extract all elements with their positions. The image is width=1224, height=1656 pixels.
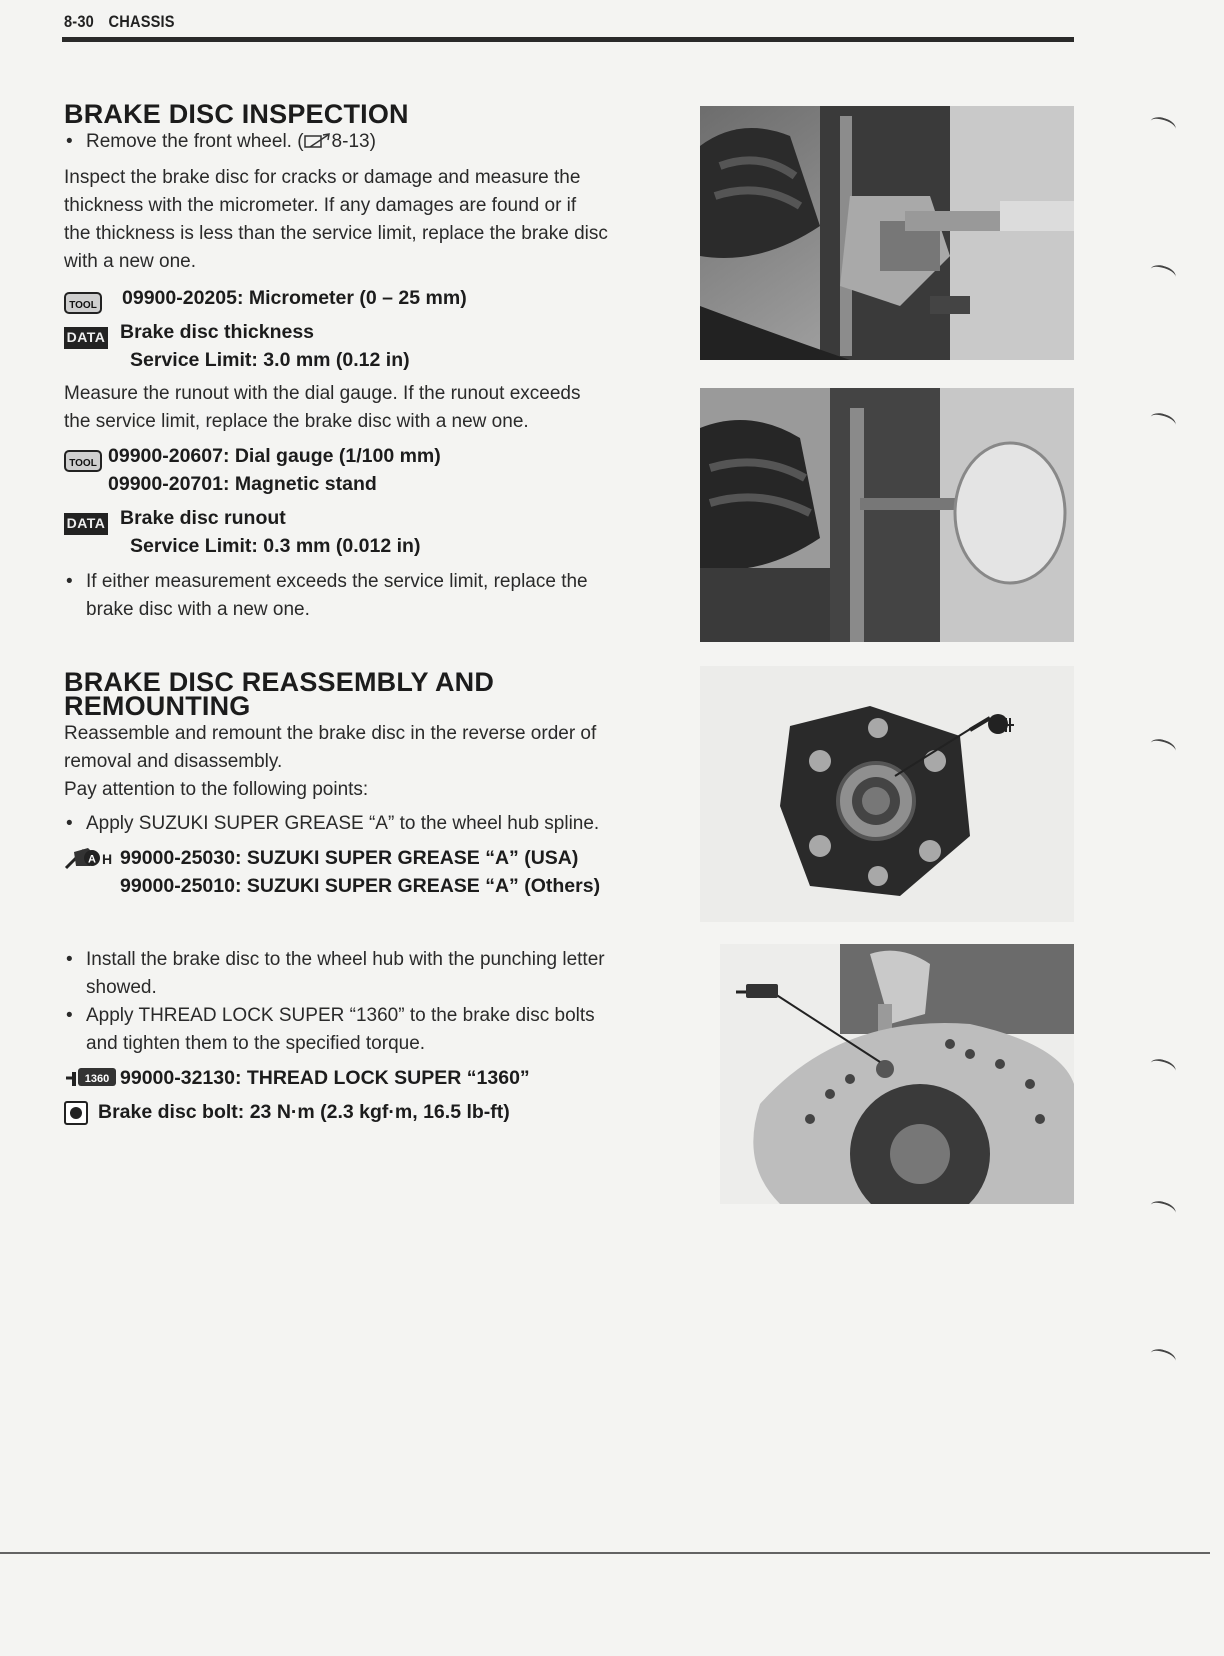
step-thread-lock xyxy=(64,1002,670,1058)
para-crack-line: thickness with the micrometer. If any damages are found or if xyxy=(64,195,577,216)
step-remove-ref: 8-13) xyxy=(331,131,376,152)
running-head xyxy=(64,12,175,32)
reassembly-title-line2: REMOUNTING xyxy=(64,691,251,721)
disc-bolt-photo-illustration xyxy=(720,944,1074,1204)
section-name: CHASSIS xyxy=(108,12,175,31)
step-grease: • Apply SUZUKI SUPER GREASE “A” to the wheel hub spline. xyxy=(64,810,670,838)
wheel-hub-photo-illustration xyxy=(700,666,1074,922)
step-remove-wheel xyxy=(64,128,670,156)
step-replace-line: brake disc with a new one. xyxy=(86,599,310,620)
dial-gauge-photo-illustration xyxy=(700,388,1074,642)
thread-lock-spec xyxy=(64,1064,670,1092)
torque-icon xyxy=(64,1101,88,1125)
photo-disc-bolt xyxy=(720,944,1074,1204)
attention-line: Pay attention to the following points: xyxy=(64,779,369,800)
data-runout-label: Brake disc runout xyxy=(120,507,286,529)
step-thread-line: and tighten them to the specified torque. xyxy=(86,1033,426,1054)
data-icon: DATA xyxy=(64,513,108,535)
inspection-section xyxy=(64,99,670,624)
reference-arrow-icon xyxy=(304,133,332,149)
data-thickness-spec xyxy=(64,318,670,374)
para-crack-line: the thickness is less than the service limit, replace the brake disc xyxy=(64,223,608,244)
reassembly-intro xyxy=(64,720,670,804)
tool-icon: TOOL xyxy=(64,450,102,472)
torque-value: Brake disc bolt: 23 N·m (2.3 kgf·m, 16.5 lb-ft) xyxy=(98,1101,510,1123)
photo-wheel-hub xyxy=(700,666,1074,922)
para-runout-line: the service limit, replace the brake disc with a new one. xyxy=(64,411,529,432)
grease-spec xyxy=(64,844,670,900)
margin-mark xyxy=(1148,736,1177,757)
reassembly-title-line1: BRAKE DISC REASSEMBLY AND xyxy=(64,667,495,697)
thread-lock-icon xyxy=(64,1066,118,1090)
photo-dial-gauge xyxy=(700,388,1074,642)
intro-line: Reassemble and remount the brake disc in the reverse order of xyxy=(64,723,597,744)
data-thickness-label: Brake disc thickness xyxy=(120,321,315,343)
photo-micrometer-measure xyxy=(700,106,1074,360)
para-crack xyxy=(64,164,670,276)
para-runout xyxy=(64,380,670,436)
micrometer-photo-illustration xyxy=(700,106,1074,360)
data-thickness-limit: Service Limit: 3.0 mm (0.12 in) xyxy=(130,349,410,371)
inspection-title: BRAKE DISC INSPECTION xyxy=(64,99,409,129)
margin-mark xyxy=(1148,1346,1177,1367)
tool-micrometer: 09900-20205: Micrometer (0 – 25 mm) xyxy=(122,287,467,309)
grease-usa: 99000-25030: SUZUKI SUPER GREASE “A” (USA) xyxy=(120,847,579,869)
margin-mark xyxy=(1148,1198,1177,1219)
header-rule xyxy=(62,37,1074,42)
data-runout-limit: Service Limit: 0.3 mm (0.012 in) xyxy=(130,535,421,557)
grease-icon-suffix: H xyxy=(102,851,113,867)
data-icon: DATA xyxy=(64,327,108,349)
step-remove-text: Remove the front wheel. ( xyxy=(86,131,304,152)
tool-magnetic-stand: 09900-20701: Magnetic stand xyxy=(108,473,377,495)
step-thread-line: • Apply THREAD LOCK SUPER “1360” to the brake disc bolts xyxy=(86,1005,595,1026)
margin-mark xyxy=(1148,410,1177,431)
thread-lock-code: 1360 xyxy=(84,1073,110,1085)
margin-mark xyxy=(1148,114,1177,135)
step-install-line: showed. xyxy=(86,977,157,998)
footer-rule xyxy=(0,1552,1210,1554)
para-runout-line: Measure the runout with the dial gauge. If the runout exceeds xyxy=(64,383,581,404)
torque-spec xyxy=(64,1098,670,1126)
reassembly-section xyxy=(64,667,670,1126)
grease-icon-letter: A xyxy=(88,853,96,866)
tool-dial-spec xyxy=(64,442,670,498)
para-crack-line: Inspect the brake disc for cracks or damage and measure the xyxy=(64,167,581,188)
tool-dial-gauge: 09900-20607: Dial gauge (1/100 mm) xyxy=(108,445,441,467)
intro-line: removal and disassembly. xyxy=(64,751,283,772)
step-install-line: • Install the brake disc to the wheel hub with the punching letter xyxy=(86,949,605,970)
grease-icon xyxy=(64,844,114,870)
step-install xyxy=(64,946,670,1002)
tool-icon: TOOL xyxy=(64,292,102,314)
tool-micrometer-spec xyxy=(64,284,670,312)
page-number: 8-30 xyxy=(64,12,94,31)
data-runout-spec xyxy=(64,504,670,560)
step-replace xyxy=(64,568,670,624)
para-crack-line: with a new one. xyxy=(64,251,197,272)
thread-lock-product: 99000-32130: THREAD LOCK SUPER “1360” xyxy=(120,1067,530,1089)
margin-mark xyxy=(1148,262,1177,283)
step-replace-line: • If either measurement exceeds the service limit, replace the xyxy=(86,571,588,592)
grease-others: 99000-25010: SUZUKI SUPER GREASE “A” (Others) xyxy=(120,875,601,897)
margin-mark xyxy=(1148,1056,1177,1077)
